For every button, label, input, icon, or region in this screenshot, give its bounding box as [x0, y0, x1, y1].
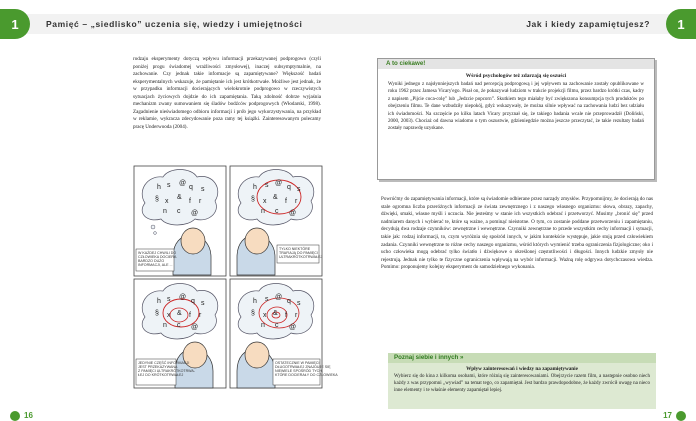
svg-text:DŁUGOTRWAŁEJ ZNAJDUJE SIĘ: DŁUGOTRWAŁEJ ZNAJDUJE SIĘ: [275, 365, 331, 369]
svg-text:BARDZO DUŻO: BARDZO DUŻO: [138, 259, 165, 263]
svg-text:@: @: [275, 180, 283, 187]
svg-text:&: &: [273, 310, 278, 317]
svg-text:n: n: [163, 208, 167, 215]
svg-text:§: §: [251, 310, 255, 317]
body-paragraph: rodzaju eksperymenty dotyczą wpływu informacji przekazywanej podprogowo (czyli poniżej progu świadomej wrażliwości zmysłowej), inaczej subsymptymalnie, na zachowanie. Czy jednak takie informacje są zapamiętywane? Większość badań eksperymentalnych wskazuje, że pamiętanie ich jest krótkotrwałe. Możliwe jest jednak, że w przypadku informacji docierających wielokrotnie podprogowo w rzeczywistych sytuacjach życiowych dojdzie do ich zapamiętania. Taką zdolność dobrze wyjaśnia mechanizm zwany sumowaniem się śladów bodźców podprogowych (Włodarski, 1998). Zagadnienie nieświadomego odbioru informacji i prób jego wykorzystywania, na przykład w reklamie, wykracza zdecydowanie poza ramy tej książki. Zainteresowanym polecamy pracę Underwooda (2004).: [133, 56, 321, 130]
svg-text:h: h: [157, 298, 161, 305]
svg-text:n: n: [261, 322, 265, 329]
page-marker-dot: [10, 411, 20, 421]
comic-caption-4-line1: OSTATECZNIE W PAMIĘCI: [275, 361, 320, 365]
svg-text:x: x: [263, 312, 267, 319]
page-number: 16: [24, 411, 33, 420]
running-header-title: Pamięć – „siedlisko” uczenia się, wiedzy i umiejętności: [46, 19, 303, 29]
callout-text: Wyniki jednego z najsłynniejszych badań nad percepcją podprogową i jej wpływem na zachowanie zostały opublikowane w roku 1962 przez Jamesa Vicary'ego. Pisał on, że pokazywał ludziom w trakcie projekcji filmu, przez bardzo krótki czas, kadry z napisem „Pijcie coca-colę” lub „Jedzcie popcorn”. Skutkiem tego miałaby być zwiększona konsumpcja tych produktów po obejrzeniu filmu. Te dane wzbudziły niepokój, gdyż wskazywały, że można silnie wpływać na zachowania ludzi bez udziału ich świadomości. Na szczęście po kilku latach Vicary przyznał się, że takiego badania wcale nie przeprowadził (Doliński, 2000, 2003). Chociaż od dawna wiadomo o tym oszustwie, gdzieniegdzie można jeszcze przeczytać, że takie rezultaty badań zostały naprawdę uzyskane.: [388, 82, 644, 132]
svg-text:s: s: [265, 182, 269, 189]
svg-text:h: h: [253, 184, 257, 191]
svg-text:n: n: [261, 208, 265, 215]
exercise-box-subtitle: Wpływ zainteresowań i wiedzy na zapamiętywanie: [466, 366, 578, 372]
info-callout-box: [377, 58, 655, 180]
svg-text:q: q: [287, 298, 291, 305]
running-header-right: [348, 14, 696, 34]
comic-illustration: [133, 165, 338, 389]
callout-title: A to ciekawe!: [378, 59, 654, 69]
right-page: [348, 0, 696, 421]
svg-text:s: s: [297, 300, 301, 307]
chapter-tab: 1: [0, 9, 30, 39]
svg-text:f: f: [285, 198, 287, 205]
exercise-box: [388, 353, 656, 409]
svg-text:§: §: [155, 310, 159, 317]
comic-panel-4: [230, 279, 338, 388]
svg-text:x: x: [263, 198, 267, 205]
svg-text:&: &: [177, 194, 182, 201]
svg-text:h: h: [253, 298, 257, 305]
svg-text:&: &: [177, 310, 182, 317]
svg-text:@: @: [179, 294, 187, 301]
svg-text:f: f: [285, 312, 287, 319]
svg-text:Z PAMIĘCI ULTRAKRÓTKOTRWA-: Z PAMIĘCI ULTRAKRÓTKOTRWA-: [138, 369, 195, 373]
svg-text:§: §: [251, 196, 255, 203]
svg-text:c: c: [275, 208, 279, 215]
svg-text:x: x: [165, 198, 169, 205]
svg-text:r: r: [295, 198, 298, 205]
running-header-title: Jak i kiedy zapamiętujesz?: [526, 19, 650, 29]
svg-text:JEST PRZEKAZYWANA: JEST PRZEKAZYWANA: [138, 365, 178, 369]
svg-text:c: c: [177, 208, 181, 215]
comic-caption-1-line1: W KAŻDEJ CHWILI DO: [138, 251, 177, 255]
svg-text:h: h: [157, 184, 161, 191]
svg-text:@: @: [289, 324, 297, 331]
page-marker-dot: [676, 411, 686, 421]
svg-text:q: q: [287, 184, 291, 191]
svg-text:KTÓRE DOCIERAŁY DO CZŁOWIEKA: KTÓRE DOCIERAŁY DO CZŁOWIEKA: [275, 373, 338, 377]
svg-text:f: f: [189, 312, 191, 319]
svg-text:r: r: [199, 312, 202, 319]
svg-text:TRAFIAJĄ DO PAMIĘCI: TRAFIAJĄ DO PAMIĘCI: [279, 251, 318, 255]
svg-text:c: c: [177, 322, 181, 329]
svg-text:CZŁOWIEKA DOCIERA: CZŁOWIEKA DOCIERA: [138, 255, 177, 259]
svg-text:n: n: [163, 322, 167, 329]
svg-text:r: r: [199, 198, 202, 205]
svg-text:§: §: [155, 196, 159, 203]
svg-text:f: f: [189, 198, 191, 205]
svg-text:@: @: [275, 294, 283, 301]
svg-text:@: @: [191, 210, 199, 217]
svg-text:@: @: [191, 324, 199, 331]
comic-panel-1: [134, 166, 226, 276]
svg-text:r: r: [295, 312, 298, 319]
chapter-tab: 1: [666, 9, 696, 39]
svg-text:s: s: [201, 300, 205, 307]
svg-text:q: q: [191, 298, 195, 305]
svg-text:ŁEJ DO KRÓTKOTRWAŁEJ: ŁEJ DO KRÓTKOTRWAŁEJ: [138, 373, 184, 377]
svg-text:x: x: [167, 312, 171, 319]
svg-text:s: s: [167, 296, 171, 303]
body-paragraph: Powróćmy do zapamiętywania informacji, które są świadomie odbierane przez narządy zmysłów. Przypomnijmy, że docierają do nas stale ogromna liczba przeróżnych informacji ze świata zewnętrznego i z naszego własnego organizmu: słowa, obrazy, zapachy, dźwięki, smaki, własne myśli i uczucia. Nie jesteśmy w stanie ich wszystkich odebrać i przetworzyć. Musimy „bronić się” przed nadmiarem danych i wybierać te, które są ważne, a pominąć nieistotne. O tym, co zostanie poddane przetworzeniu i zapamiętaniu, decydują dwa rodzaje czynników: zewnętrzne i wewnętrzne. Czynniki zewnętrzne to przede wszystkim cechy informacji i sytuacji, takie jak: rodzaj informacji, to, czym wyróżnia się spośród innych, w jakim kontekście występuje, jakie stoją przed człowiekiem zadania. Czynniki wewnętrzne to różne cechy naszego organizmu, wśród których wymienić trzeba ograniczenia fizjologiczne; oko i ucho człowieka mogą odebrać tylko światło i dźwiękowe o określonej częstotliwości i długości. Innych ludzkie zmysły nie rejestrują. Jednak nie tylko te fizyczne ograniczenia wpływają na wybór informacji. Ważną rolę odgrywa dotychczasowa wiedza. Pomimo: proponujemy kolejny eksperyment do samodzielnego wykonania.: [381, 196, 653, 271]
svg-text:@: @: [289, 210, 297, 217]
comic-caption-3-line1: JEDYNIE CZĘŚĆ INFORMACJI: [138, 361, 190, 365]
svg-text:@: @: [179, 180, 187, 187]
svg-text:INFORMACJI, ALE ...: INFORMACJI, ALE ...: [138, 263, 173, 267]
comic-panel-3: [134, 279, 226, 388]
page-number: 17: [663, 411, 672, 420]
callout-subtitle: Wśród psychologów też zdarzają się oszuści: [465, 73, 567, 79]
svg-text:NIEWIELE SPOŚRÓD TYCH,: NIEWIELE SPOŚRÓD TYCH,: [275, 369, 323, 373]
comic-caption-2-line1: TYLKO NIEKTÓRE: [279, 247, 311, 251]
svg-text:s: s: [265, 296, 269, 303]
running-header-left: [0, 14, 348, 34]
exercise-box-text: Wybierz się do kina z kilkoma osobami, które różnią się zainteresowaniami. Obejrzycie razem film, a następnie osobno niech każdy z was przypomni „wywiad” na temat tego, co zapamiętał. Jest bardzo prawdopodobne, że każdy zwrócił uwagę na nieco inne elementy i te właśnie elementy zapamiętał lepiej.: [394, 374, 650, 394]
exercise-box-title: Poznaj siebie i innych »: [388, 353, 656, 363]
comic-panel-2: [230, 166, 322, 276]
svg-text:c: c: [275, 322, 279, 329]
svg-text:q: q: [189, 184, 193, 191]
svg-text:s: s: [167, 182, 171, 189]
svg-text:s: s: [297, 186, 301, 193]
svg-text:s: s: [201, 186, 205, 193]
svg-text:&: &: [273, 194, 278, 201]
svg-text:ULTRAKRÓTKOTRWAŁEJ: ULTRAKRÓTKOTRWAŁEJ: [279, 255, 323, 259]
